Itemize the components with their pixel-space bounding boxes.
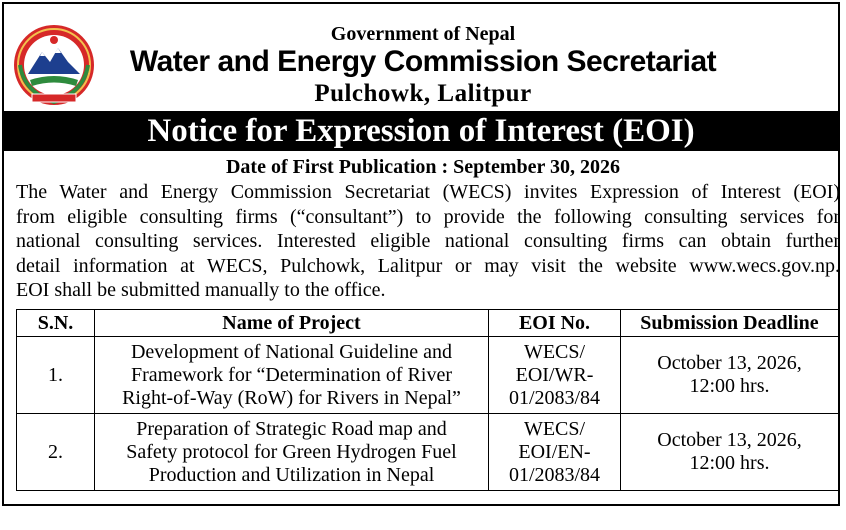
col-header-deadline: Submission Deadline [621,310,839,337]
government-name: Government of Nepal [330,23,516,45]
cell-project [95,337,489,414]
deadline-line: 12:00 hrs. [689,375,770,397]
project-line: Preparation of Strategic Road map and [136,417,447,440]
eoi-line: EOI/WR- [515,363,594,386]
table-row [17,414,839,491]
cell-eoi-no [489,337,621,414]
cell-project [95,414,489,491]
cell-deadline [621,337,839,414]
col-header-sn: S.N. [17,310,95,337]
organization-name: Water and Energy Commission Secretariat [129,45,717,78]
eoi-line: WECS/ [523,417,586,440]
eoi-line: EOI/EN- [518,440,591,463]
publication-date: Date of First Publication : September 30, 2026 [225,156,621,178]
organization-location: Pulchowk, Lalitpur [314,80,532,107]
cell-eoi-no [489,414,621,491]
eoi-table [16,309,839,491]
body-line: The Water and Energy Commission Secretariat (WECS) invites Expression of Interest (EOI) [16,181,840,203]
notice-title-banner: Notice for Expression of Interest (EOI) [4,111,838,151]
cell-sn: 1. [17,337,95,414]
project-line: Right-of-Way (RoW) for Rivers in Nepal” [122,386,461,409]
project-line: Development of National Guideline and [130,340,452,363]
col-header-eoi-no: EOI No. [489,310,621,337]
project-line: Safety protocol for Green Hydrogen Fuel [126,440,457,463]
project-line: Framework for “Determination of River [130,363,452,386]
body-line: detail information at WECS, Pulchowk, Lalitpur or may visit the website www.wecs.gov.np. [16,254,840,277]
project-line: Production and Utilization in Nepal [148,463,435,486]
eoi-line: 01/2083/84 [508,386,601,409]
table-row [17,337,839,414]
body-line: from eligible consulting firms (“consultant”) to provide the following consulting services for [16,205,840,228]
cell-deadline [621,414,839,491]
notice-body [16,180,840,303]
eoi-line: WECS/ [523,340,586,363]
eoi-line: 01/2083/84 [508,463,601,486]
body-line: EOI shall be submitted manually to the office. [16,279,386,301]
col-header-project: Name of Project [95,310,489,337]
table-header-row [17,310,839,337]
cell-sn: 2. [17,414,95,491]
deadline-line: October 13, 2026, [657,352,802,374]
deadline-line: 12:00 hrs. [689,452,770,474]
body-line: national consulting services. Interested eligible national consulting firms can obtain further [16,230,840,252]
deadline-line: October 13, 2026, [657,429,802,451]
